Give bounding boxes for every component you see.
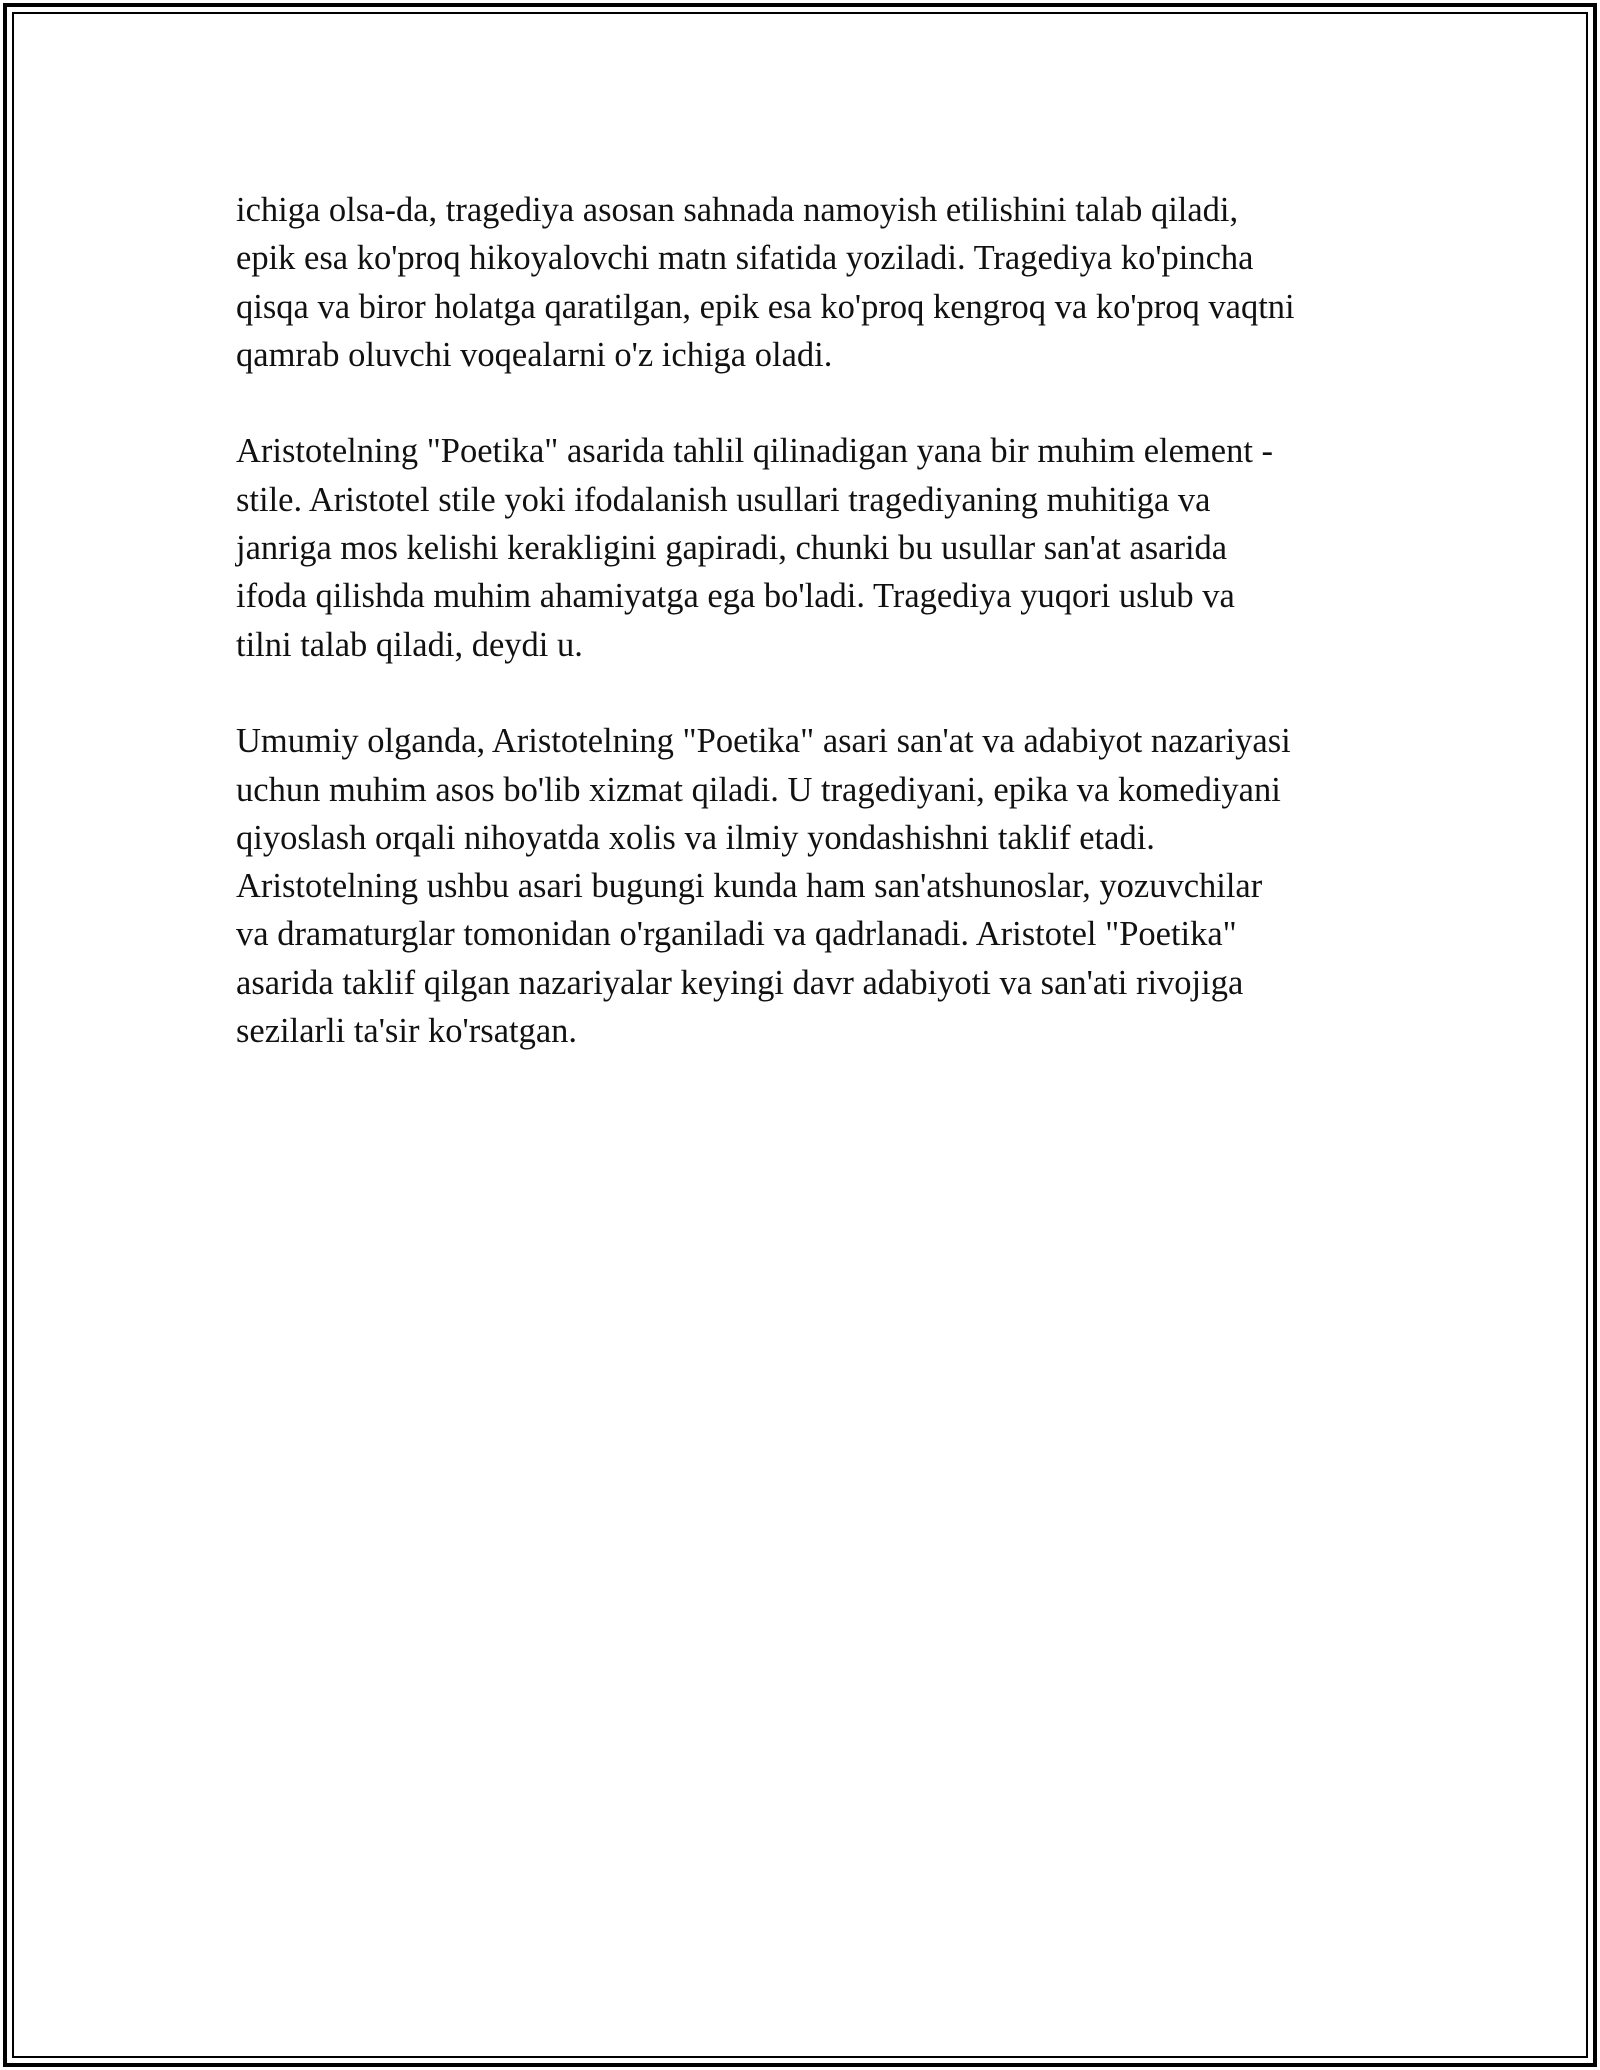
text-line: sezilarli ta'sir ko'rsatgan. bbox=[236, 1012, 578, 1051]
text-line: Umumiy olganda, Aristotelning "Poetika" asari san'at va adabiyot nazariyasi bbox=[236, 722, 1291, 761]
text-line: Aristotelning "Poetika" asarida tahlil qilinadigan yana bir muhim element - bbox=[236, 432, 1274, 471]
text-line: qamrab oluvchi voqealarni o'z ichiga oladi. bbox=[236, 335, 833, 374]
text-line: va dramaturglar tomonidan o'rganiladi va qadrlanadi. Aristotel "Poetika" bbox=[236, 915, 1237, 954]
text-line: ifoda qilishda muhim ahamiyatga ega bo'ladi. Tragediya yuqori uslub va bbox=[236, 577, 1235, 616]
text-line: asarida taklif qilgan nazariyalar keyingi davr adabiyoti va san'ati rivojiga bbox=[236, 963, 1244, 1002]
text-line: uchun muhim asos bo'lib xizmat qiladi. U tragediyani, epika va komediyani bbox=[236, 770, 1281, 809]
paragraph bbox=[236, 186, 1376, 379]
paragraph bbox=[236, 427, 1376, 668]
text-line: ichiga olsa-da, tragediya asosan sahnada namoyish etilishini talab qiladi, bbox=[236, 191, 1239, 229]
text-line: qisqa va biror holatga qaratilgan, epik esa ko'proq kengroq va ko'proq vaqtni bbox=[236, 287, 1295, 326]
text-line: stile. Aristotel stile yoki ifodalanish usullari tragediyaning muhitiga va bbox=[236, 480, 1211, 519]
text-line: janriga mos kelishi kerakligini gapiradi, chunki bu usullar san'at asarida bbox=[236, 529, 1228, 568]
paragraph bbox=[236, 717, 1376, 1055]
document-body bbox=[236, 186, 1376, 1104]
text-line: epik esa ko'proq hikoyalovchi matn sifatida yoziladi. Tragediya ko'pincha bbox=[236, 239, 1254, 278]
text-line: Aristotelning ushbu asari bugungi kunda ham san'atshunoslar, yozuvchilar bbox=[236, 867, 1263, 906]
text-line: tilni talab qiladi, deydi u. bbox=[236, 625, 583, 664]
text-line: qiyoslash orqali nihoyatda xolis va ilmiy yondashishni taklif etadi. bbox=[236, 818, 1155, 857]
